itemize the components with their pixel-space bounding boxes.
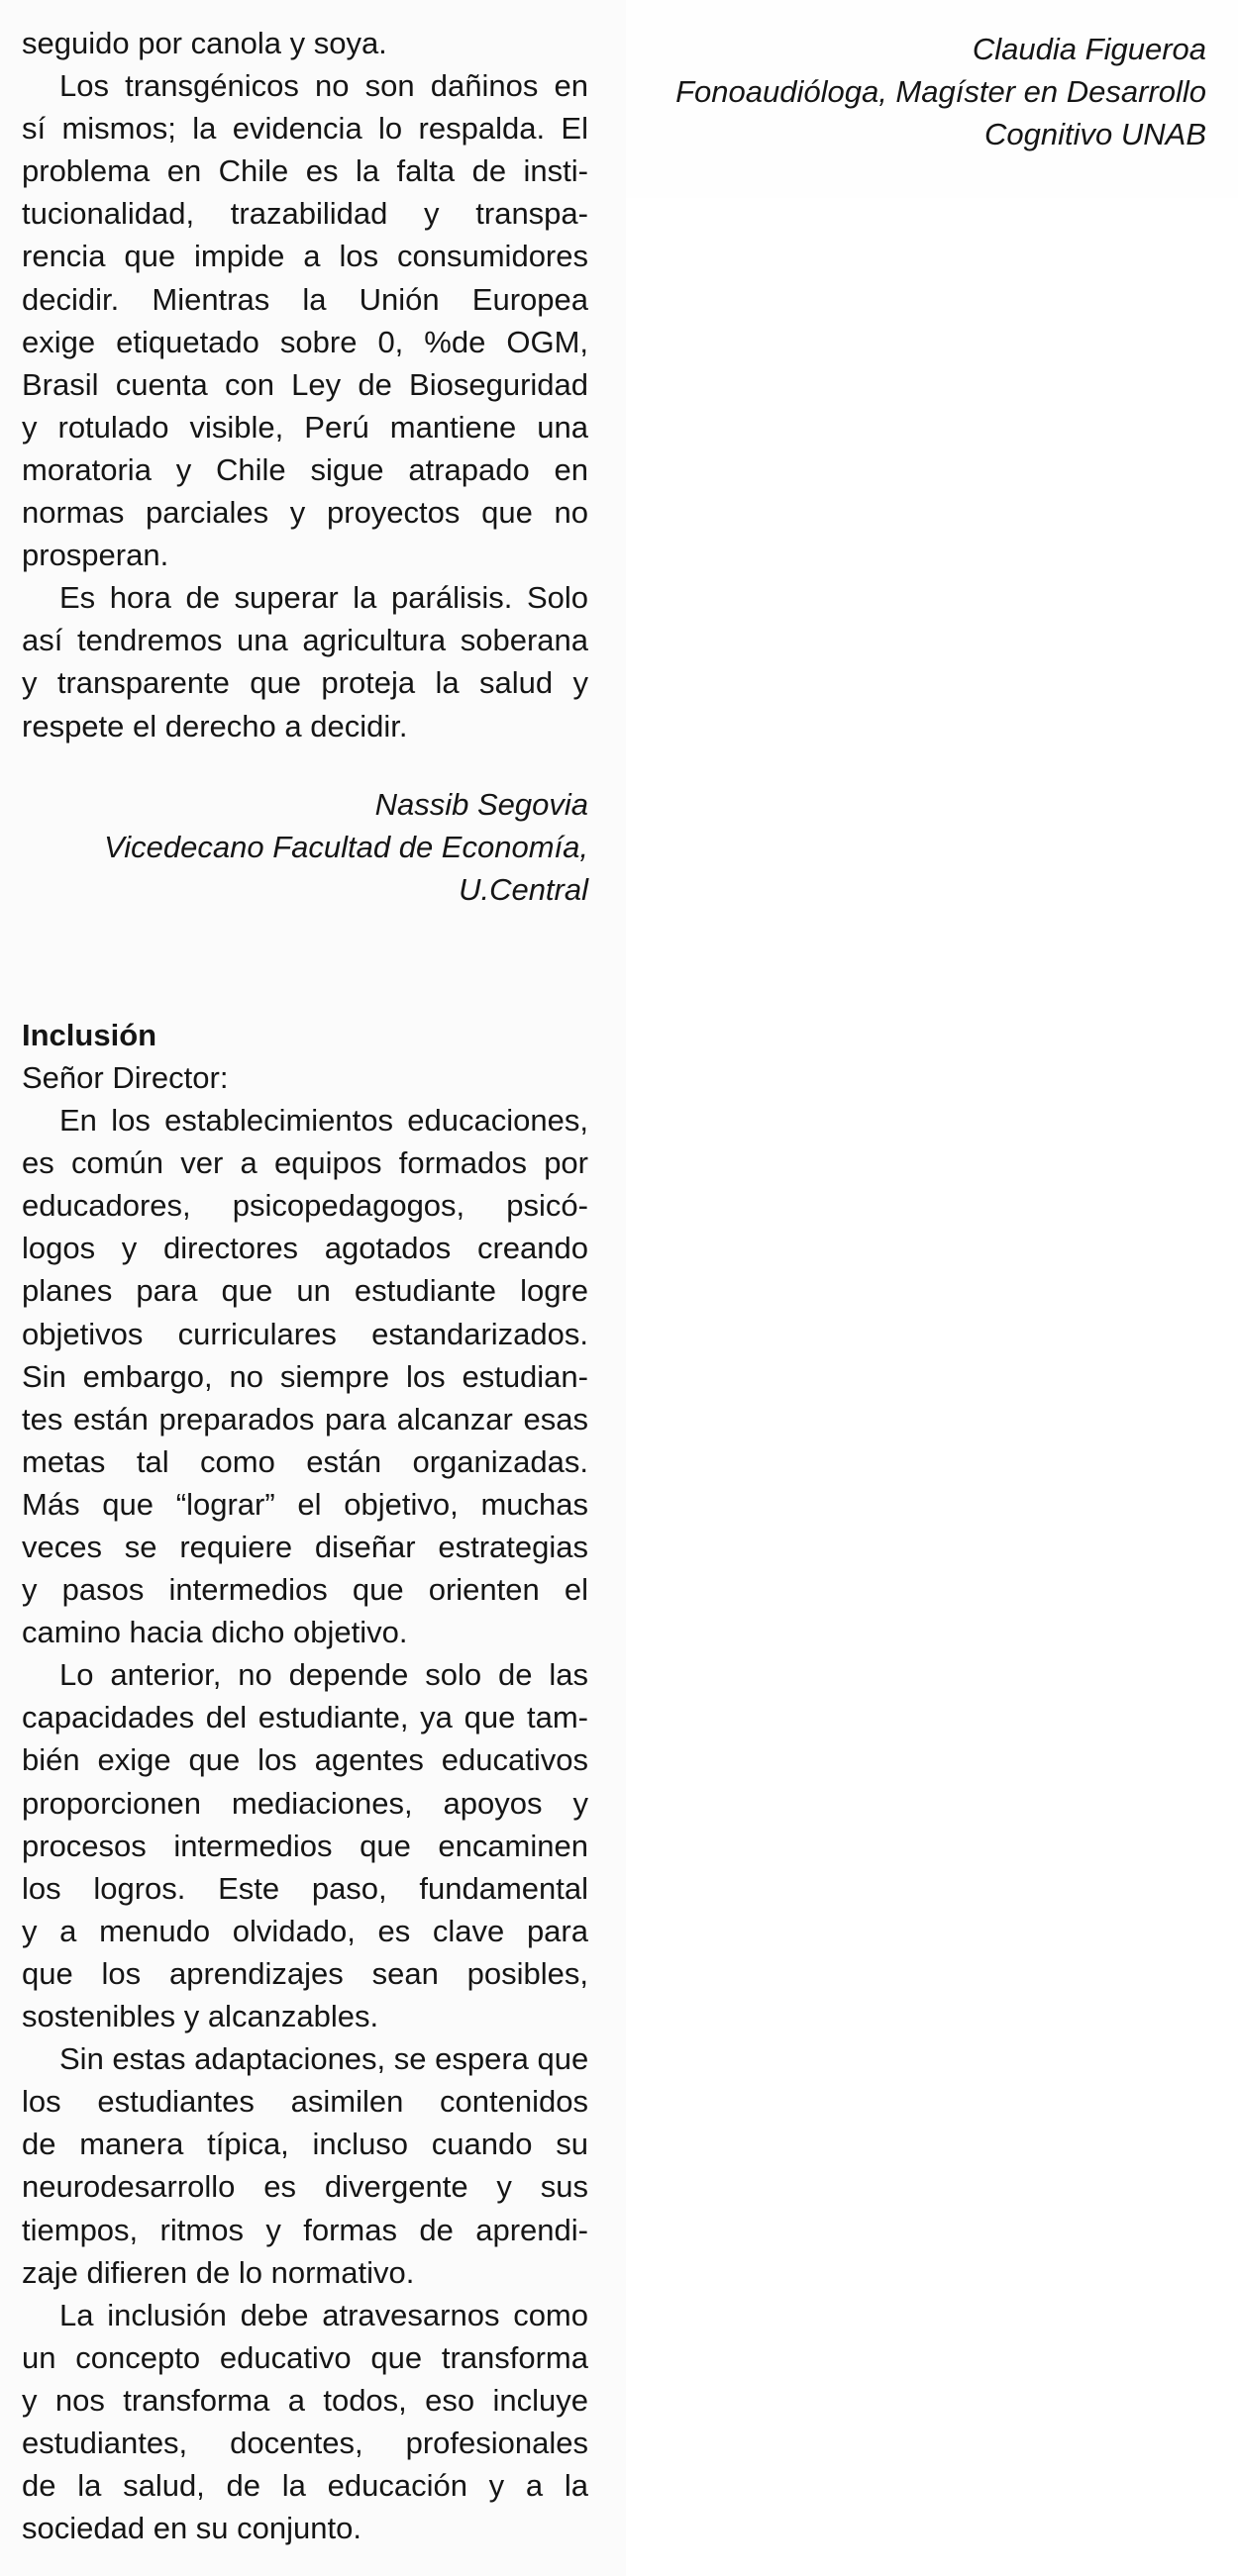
text-line: Sin embargo, no siempre los estudian- (22, 1358, 588, 1394)
text-line: estudiantes, docentes, profesionales (22, 2425, 588, 2460)
text-line: y pasos intermedios que orienten el (22, 1572, 588, 1608)
paragraph-first-line: Sin estas adaptaciones, se espera que (59, 2041, 589, 2077)
text-line: decidir. Mientras la Unión Europea (22, 281, 588, 317)
signature-line: U.Central (459, 871, 588, 907)
text-line: de manera típica, incluso cuando su (22, 2127, 588, 2162)
text-line: planes para que un estudiante logre (22, 1273, 588, 1309)
text-line: tes están preparados para alcanzar esas (22, 1401, 588, 1437)
paragraph-first-line: La inclusión debe atravesarnos como (59, 2297, 588, 2332)
paragraph-gap (22, 911, 588, 1014)
text-line: Señor Director: (22, 1059, 229, 1095)
text-line: y a menudo olvidado, es clave para (22, 1913, 588, 1948)
right-column (626, 0, 1238, 198)
left-column-text (22, 22, 588, 2549)
text-line: veces se requiere diseñar estrategias (22, 1530, 588, 1564)
text-line: de la salud, de la educación y a la (22, 2468, 588, 2504)
text-line: neurodesarrollo es divergente y sus (22, 2169, 588, 2205)
signature-line: Nassib Segovia (374, 786, 588, 822)
paragraph-gap (22, 747, 588, 783)
text-line: tiempos, ritmos y formas de aprendi- (22, 2212, 588, 2247)
text-line: sostenibles y alcanzables. (22, 1999, 379, 2034)
text-line: problema en Chile es la falta de insti- (22, 153, 588, 189)
text-line: metas tal como están organizadas. (22, 1443, 588, 1479)
right-column-text (656, 28, 1206, 155)
text-line: zaje difieren de lo normativo. (22, 2254, 415, 2290)
text-line: sociedad en su conjunto. (22, 2511, 361, 2546)
text-line: educadores, psicopedagogos, psicó- (22, 1188, 588, 1224)
paragraph-first-line: Lo anterior, no depende solo de las (59, 1657, 588, 1693)
signature-line: Fonoaudióloga, Magíster en Desarrollo (675, 74, 1206, 110)
text-line: camino hacia dicho objetivo. (22, 1615, 408, 1650)
text-line: exige etiquetado sobre 0, %de OGM, (22, 324, 588, 359)
text-line: Brasil cuenta con Ley de Bioseguridad (22, 366, 588, 402)
signature-line: Cognitivo UNAB (984, 117, 1206, 152)
text-line: bién exige que los agentes educativos (22, 1742, 588, 1778)
text-line: Más que “lograr” el objetivo, muchas (22, 1486, 588, 1522)
text-line: rencia que impide a los consumidores (22, 239, 588, 274)
text-line: capacidades del estudiante, ya que tam- (22, 1700, 588, 1735)
text-line: sí mismos; la evidencia lo respalda. El (22, 111, 588, 147)
text-line: proporcionen mediaciones, apoyos y (22, 1785, 588, 1821)
paragraph-first-line: En los establecimientos educaciones, (59, 1103, 588, 1139)
text-line: logos y directores agotados creando (22, 1231, 588, 1266)
signature-line: Vicedecano Facultad de Economía, (104, 829, 588, 864)
text-line: seguido por canola y soya. (22, 26, 387, 60)
text-line: prosperan. (22, 538, 169, 573)
text-line: tucionalidad, trazabilidad y transpa- (22, 196, 588, 232)
text-line: y nos transforma a todos, eso incluye (22, 2382, 588, 2418)
signature-line: Claudia Figueroa (972, 32, 1206, 66)
text-line: moratoria y Chile sigue atrapado en (22, 451, 588, 487)
text-line: normas parciales y proyectos que no (22, 495, 588, 531)
text-line: y rotulado visible, Perú mantiene una (22, 409, 588, 445)
text-line: objetivos curriculares estandarizados. (22, 1316, 588, 1351)
text-line: un concepto educativo que transforma (22, 2339, 588, 2375)
paragraph-first-line: Los transgénicos no son dañinos en (59, 68, 588, 104)
section-heading: Inclusión (22, 1017, 157, 1052)
text-line: así tendremos una agricultura soberana (22, 623, 588, 658)
text-line: que los aprendizajes sean posibles, (22, 1955, 588, 1991)
text-line: respete el derecho a decidir. (22, 708, 408, 743)
text-line: es común ver a equipos formados por (22, 1145, 588, 1181)
text-line: y transparente que proteja la salud y (22, 665, 588, 701)
text-line: los logros. Este paso, fundamental (22, 1870, 588, 1906)
text-line: procesos intermedios que encaminen (22, 1828, 588, 1863)
paragraph-first-line: Es hora de superar la parálisis. Solo (59, 580, 588, 616)
text-line: los estudiantes asimilen contenidos (22, 2084, 588, 2120)
